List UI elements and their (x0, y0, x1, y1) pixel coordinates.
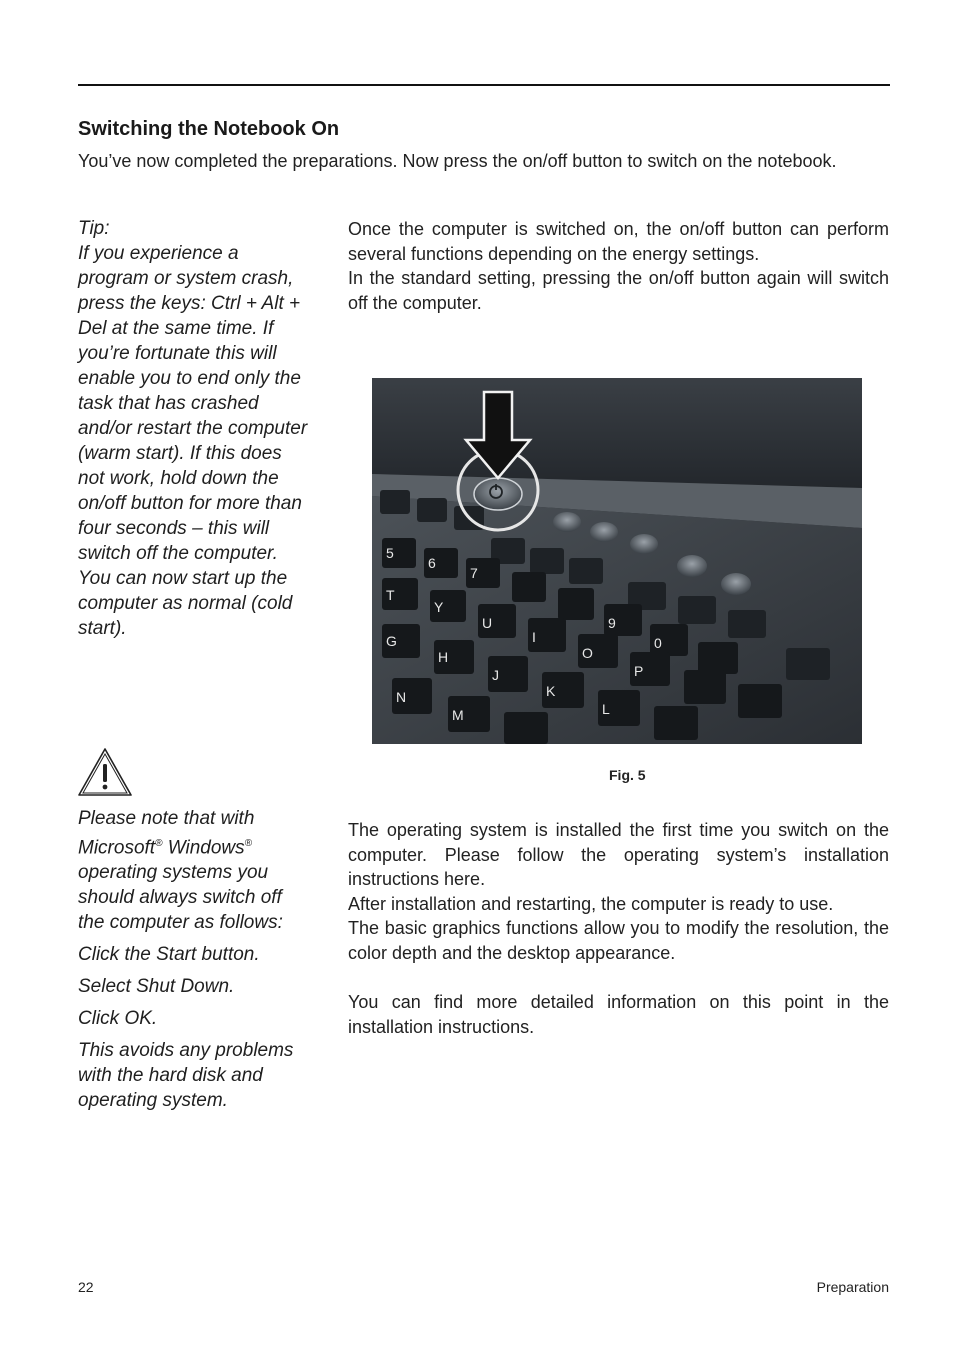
body-paragraph: You can find more detailed information on this point in the installation instructions. (348, 992, 889, 1037)
page-number: 22 (78, 1279, 94, 1295)
body-paragraph: Once the computer is switched on, the on/off button can perform several functions depending on the energy settings. (348, 219, 889, 264)
body-paragraph: The operating system is installed the first time you switch on the computer. Please follow the operating system’s installation instructions here. (348, 820, 889, 890)
body-paragraph: After installation and restarting, the computer is ready to use. (348, 893, 834, 914)
note-line1: Please note that with (78, 808, 255, 829)
key-p: P (634, 663, 644, 679)
tip-text: If you experience a program or system crash, press the keys: Ctrl + Alt + Del at the same time. If you’re fortunate this will enable you to end only the task that has crashed and/or restart the computer (warm start). If this does not work, hold down the on/off button for more than four seconds – this will switch off the computer. You can now start up the computer as normal (cold start). (78, 243, 308, 639)
paragraph-spacer (348, 966, 889, 991)
key-g: G (386, 633, 397, 649)
key-6: 6 (428, 555, 436, 571)
key-l: L (602, 701, 610, 717)
keyboard-photo (372, 378, 862, 744)
tip-label: Tip: (78, 218, 110, 239)
header-rule (78, 84, 890, 86)
key-5: 5 (386, 545, 394, 561)
intro-paragraph: You’ve now completed the preparations. Now press the on/off button to switch on the notebook. (78, 151, 837, 171)
note-step: Select Shut Down. (78, 976, 235, 998)
note-step: Click OK. (78, 1008, 158, 1030)
windows-note (78, 806, 313, 1113)
warning-icon (76, 746, 134, 798)
key-m: M (452, 707, 464, 723)
registered-mark: ® (244, 838, 253, 849)
body-paragraph: In the standard setting, pressing the on/off button again will switch off the computer. (348, 268, 889, 313)
figure-caption: Fig. 5 (609, 767, 646, 783)
windows-text: Windows (162, 837, 245, 859)
key-7: 7 (470, 565, 478, 581)
key-n: N (396, 689, 407, 705)
note-step: Click the Start button. (78, 944, 260, 966)
key-h: H (438, 649, 449, 665)
key-0: 0 (654, 635, 662, 651)
section-name: Preparation (816, 1279, 889, 1295)
key-t: T (386, 587, 395, 603)
key-y: Y (434, 599, 444, 615)
microsoft-text: Microsoft (78, 837, 156, 859)
note-closing: This avoids any problems with the hard disk and operating system. (78, 1040, 294, 1112)
note-intro (78, 806, 313, 935)
key-9: 9 (608, 615, 616, 631)
body-top (348, 217, 889, 315)
note-rest: operating systems you should always switch off the computer as follows: (78, 862, 283, 934)
section-heading: Switching the Notebook On (78, 118, 340, 140)
tip-box (78, 216, 313, 641)
registered-mark: ® (155, 838, 163, 849)
body-bottom (348, 818, 889, 1039)
key-j: J (492, 667, 499, 683)
key-k: K (546, 683, 556, 699)
body-paragraph: The basic graphics functions allow you to modify the resolution, the color depth and the desktop appearance. (348, 918, 889, 963)
key-u: U (482, 615, 493, 631)
key-i: I (532, 629, 536, 645)
key-o: O (582, 645, 593, 661)
